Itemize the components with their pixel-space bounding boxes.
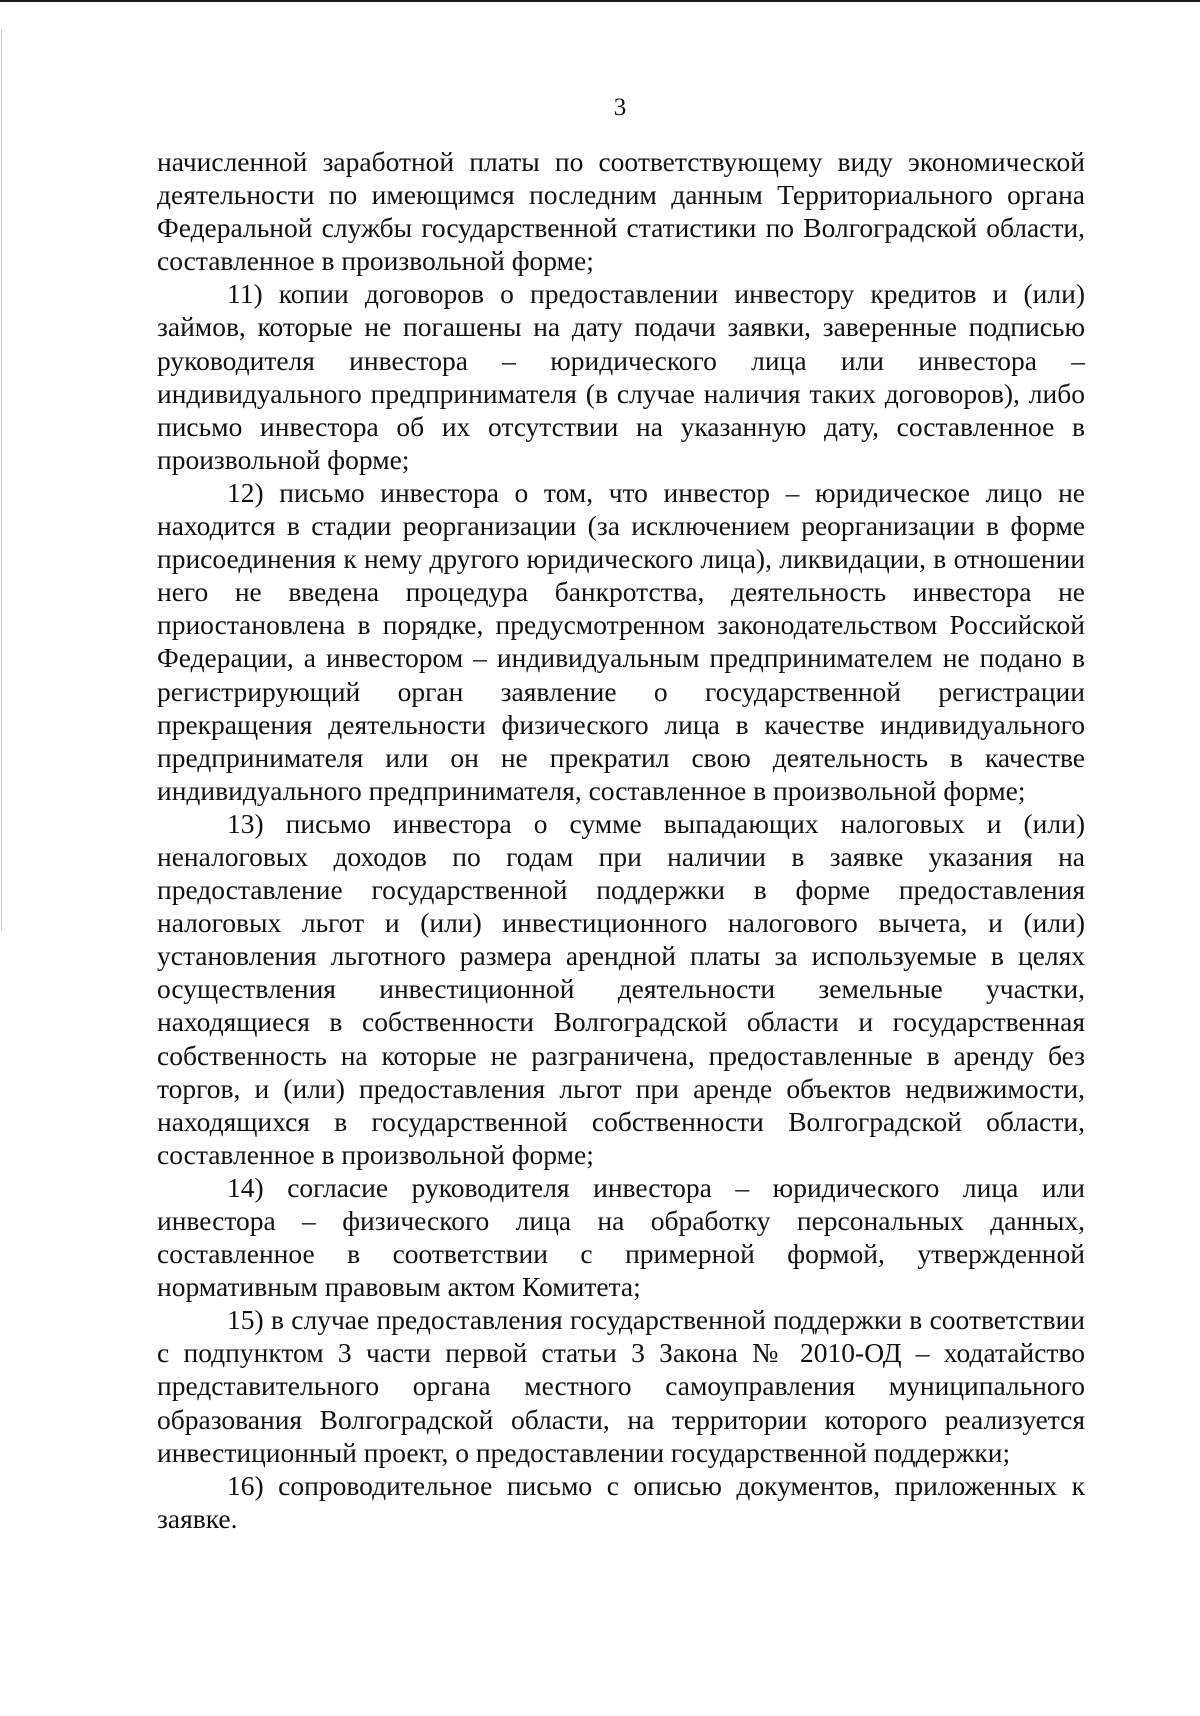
paragraph-item-12: 12) письмо инвестора о том, что инвестор – юридическое лицо не находится в стадии реорганизации (за исключением реорганизации в форме присоединения к нему другого юридического лица), ликвидации, в отношении него не введена процедура банкротства, деятельность инвестора не приостановлена в порядке, предусмотренном законодательством Российской Федерации, а инвестором – индивидуальным предпринимателем не подано в регистрирующий орган заявление о государственной регистрации прекращения деятельности физического лица в качестве индивидуального предпринимателя или он не прекратил свою деятельность в качестве индивидуального предпринимателя, составленное в произвольной форме; — [157, 476, 1085, 806]
scan-left-edge — [1, 30, 2, 930]
paragraph-item-14: 14) согласие руководителя инвестора – юридического лица или инвестора – физического лица на обработку персональных данных, составленное в соответствии с примерной формой, утвержденной нормативным правовым актом Комитета; — [157, 1171, 1085, 1303]
scan-top-edge — [0, 0, 1200, 2]
paragraph-item-15: 15) в случае предоставления государственной поддержки в соответствии с подпунктом 3 части первой статьи 3 Закона № 2010-ОД – ходатайство представительного органа местного самоуправления муниципального образования Волгоградской области, на территории которого реализуется инвестиционный проект, о предоставлении государственной поддержки; — [157, 1304, 1085, 1468]
paragraph-item-13: 13) письмо инвестора о сумме выпадающих налоговых и (или) неналоговых доходов по годам при наличии в заявке указания на предоставление государственной поддержки в форме предоставления налоговых льгот и (или) инвестиционного налогового вычета, и (или) установления льготного размера арендной платы за используемые в целях осуществления инвестиционной деятельности земельные участки, находящиеся в собственности Волгоградской области и государственная собственность на которые не разграничена, предоставленные в аренду без торгов, и (или) предоставления льгот при аренде объектов недвижимости, находящихся в государственной собственности Волгоградской области, составленное в произвольной форме; — [157, 807, 1085, 1170]
page-number: 3 — [613, 94, 627, 121]
document-body — [157, 145, 1085, 1535]
paragraph-item-11: 11) копии договоров о предоставлении инвестору кредитов и (или) займов, которые не погашены на дату подачи заявки, заверенные подписью руководителя инвестора – юридического лица или инвестора – индивидуального предпринимателя (в случае наличия таких договоров), либо письмо инвестора об их отсутствии на указанную дату, составленное в произвольной форме; — [157, 278, 1085, 475]
paragraph-item-10-continuation: начисленной заработной платы по соответствующему виду экономической деятельности по имеющимся последним данным Территориального органа Федеральной службы государственной статистики по Волгоградской области, составленное в произвольной форме; — [157, 146, 1085, 277]
paragraph-item-16: 16) сопроводительное письмо с описью документов, приложенных к заявке. — [157, 1469, 1085, 1534]
